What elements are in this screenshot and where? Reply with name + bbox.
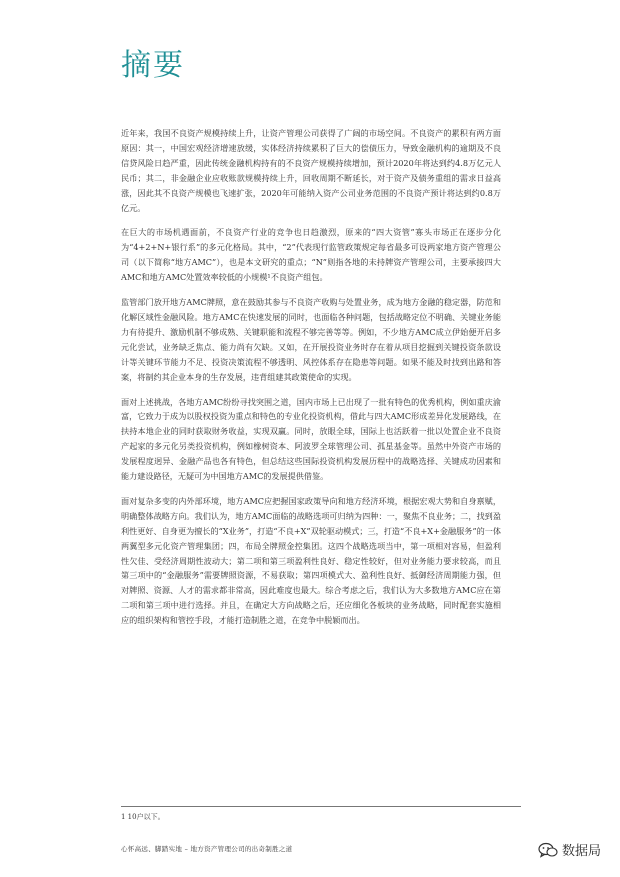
footnote-divider: [121, 806, 521, 807]
paragraph: 面对复杂多变的内外部环境，地方AMC应把握国家政策导向和地方经济环境，根据宏观大势和自身禀赋，明确整体战略方向。我们认为，地方AMC面临的战略选项可归纳为四种：一，聚焦不良业务；二，找到盈利性更好、自身更为擅长的“X业务”，打造“不良+X”双轮驱动模式；三，打造“不良+X+金融服务”的一体两翼型多元化资产管理集团；四，布局全牌照金控集团。这四个战略选项当中，第一项相对容易，但盈利性欠佳、受经济周期性波动大；第二项和第三项盈利性良好、稳定性较好，但对业务能力要求较高，而且第三项中的“金融服务”需要牌照资源，不易获取；第四项模式大、盈利性良好、抵御经济周期能力强，但对牌照、资源、人才的需求都非常高，因此难度也最大。综合考虑之后，我们认为大多数地方AMC应在第二项和第三项中进行选择。并且，在确定大方向战略之后，还应细化各板块的业务战略，同时配套实施相应的组织架构和管控手段，才能打造制胜之道，在竞争中脱颖而出。: [121, 495, 501, 626]
paragraph: 监管部门放开地方AMC牌照，意在鼓励其参与不良资产收购与处置业务，成为地方金融的稳定器，防范和化解区域性金融风险。地方AMC在快速发展的同时，也面临各种问题，包括战略定位不明确、关键业务能力有待提升、激励机制不够成熟、关键职能和流程不够完善等等。例如，不少地方AMC成立伊始便开启多元化尝试，业务缺乏焦点、能力尚有欠缺。又如，在开展投资业务时存在着从项目挖掘到关键投资条款设计等关键环节能力不足、投资决策流程不够透明、风控体系存在隐患等问题。如果不能及时找到出路和答案，将制约其企业本身的生存发展，违背组建其政策使命的实现。: [121, 297, 501, 382]
paragraph: 在巨大的市场机遇面前，不良资产行业的竞争也日趋激烈，原来的“四大资管”寡头市场正在逐步分化为“4+2+N+银行系”的多元化格局。其中，“2”代表现行监管政策规定每省最多可设两家地方资产管理公司（以下简称“地方AMC”），也是本文研究的重点；“N”则指各地的未持牌资产管理公司，主要承接四大AMC和地方AMC处置效率较低的小规模¹不良资产组包。: [121, 227, 501, 283]
page-title: 摘要: [121, 48, 185, 83]
paragraph: 面对上述挑战，各地方AMC纷纷寻找突围之道，国内市场上已出现了一批有特色的优秀机构，例如重庆渝富，它致力于成为以股权投资为重点和特色的专业化投资机构，借此与四大AMC形成差异化发展路线，在扶持本地企业的同时获取财务收益，实现双赢。同时，放眼全球，国际上也活跃着一批以处置企业不良资产起家的多元化另类投资机构，例如橡树资本、阿波罗全球管理公司、孤星基金等。虽然中外资产市场的发展程度迥异、金融产品也各有特色，但总结这些国际投资机构发展历程中的战略选择、关键成功因素和能力建设路径，无疑可为中国地方AMC的发展提供借鉴。: [121, 396, 501, 482]
watermark-label: 数据局: [562, 844, 602, 859]
watermark: [538, 840, 601, 859]
wechat-icon: [538, 842, 558, 858]
footnote: 1 10户以下。: [121, 813, 165, 821]
page-footer: 心怀高远、脚踏实地 – 地方资产管理公司的出奇制胜之道: [121, 845, 293, 853]
summary-body: [121, 126, 501, 638]
paragraph: 近年来，我国不良资产规模持续上升，让资产管理公司获得了广阔的市场空间。不良资产的累积有两方面原因：其一，中国宏观经济增速放缓，实体经济持续累积了巨大的偿债压力，导致金融机构的逾期及不良信贷风险日趋严重，因此传统金融机构持有的不良资产规模持续增加，预计2020年将达到约4.8万亿元人民币；其二，非金融企业应收账款规模持续上升，回收周期不断延长，对于资产及债务重组的需求日益高涨，因此其不良资产规模也飞速扩张，2020年可能纳入资产公司业务范围的不良资产预计将达到约0.8万亿元。: [121, 128, 501, 213]
